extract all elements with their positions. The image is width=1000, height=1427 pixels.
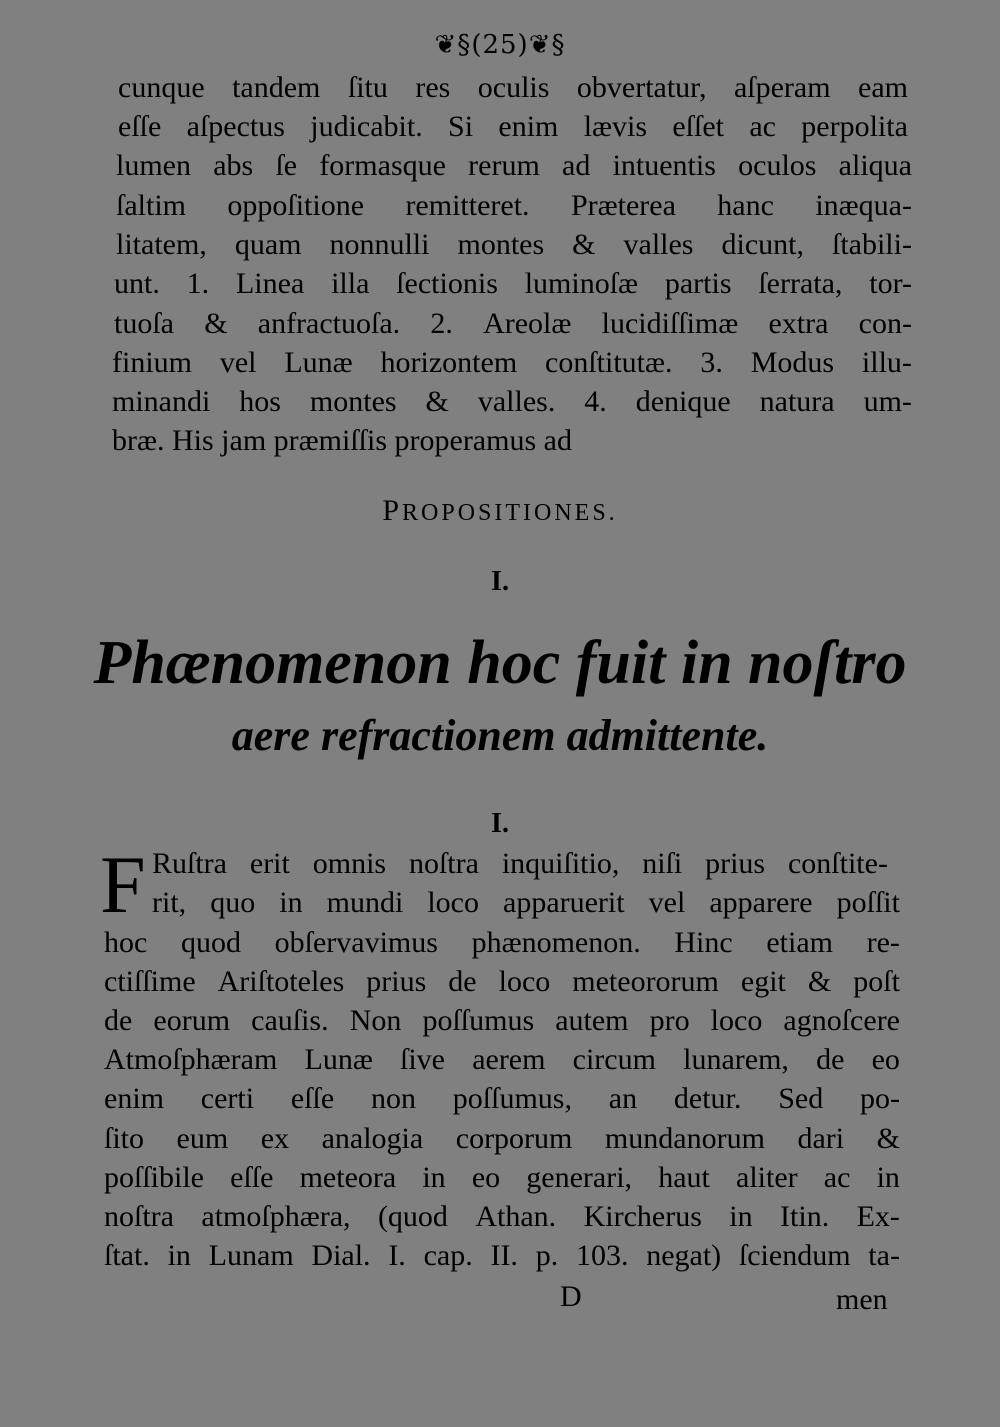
word: Hinc bbox=[674, 926, 733, 959]
word: meteororum bbox=[572, 965, 719, 998]
ornament-left-icon: ❦§ bbox=[434, 30, 472, 60]
catchword: men bbox=[836, 1283, 888, 1316]
word: res bbox=[415, 71, 451, 104]
word: dari bbox=[797, 1122, 845, 1155]
word: haut bbox=[658, 1161, 710, 1194]
drop-cap: F bbox=[100, 839, 146, 930]
word: ſciendum bbox=[738, 1239, 851, 1272]
word: hoc bbox=[104, 926, 148, 959]
proposition-title-line-1: Phænomenon hoc fuit in noſtro bbox=[93, 629, 907, 697]
word: aliqua bbox=[838, 149, 912, 182]
word: Non bbox=[349, 1004, 402, 1037]
word: eſſe bbox=[290, 1082, 335, 1115]
text-line bbox=[114, 306, 912, 342]
word: loco bbox=[710, 1004, 763, 1037]
paragraph-number: I. bbox=[491, 808, 509, 839]
word: 103. bbox=[575, 1239, 629, 1272]
word: anfractuoſa. bbox=[257, 307, 401, 340]
word: autem bbox=[555, 1004, 629, 1037]
text-line bbox=[104, 1121, 900, 1157]
word: erit bbox=[249, 847, 290, 880]
word: minandi bbox=[112, 385, 211, 418]
word: conſtite- bbox=[787, 847, 888, 880]
word: phænomenon. bbox=[471, 926, 641, 959]
word: cunque bbox=[118, 71, 205, 104]
page-header bbox=[0, 30, 1000, 60]
word: ſtabili- bbox=[831, 228, 912, 261]
word: ſectionis bbox=[396, 267, 498, 300]
word: ſito bbox=[104, 1122, 145, 1155]
word: niſi bbox=[642, 847, 683, 880]
word: in bbox=[876, 1161, 900, 1194]
signature-mark: D bbox=[560, 1280, 582, 1313]
word: eam bbox=[858, 71, 908, 104]
text-line bbox=[104, 1238, 900, 1274]
word: ac bbox=[749, 110, 776, 143]
page-number: (25) bbox=[471, 30, 529, 60]
word: & bbox=[204, 307, 228, 340]
word: montes bbox=[457, 228, 545, 261]
word: valles. bbox=[477, 385, 556, 418]
word: negat) bbox=[646, 1239, 722, 1272]
word: tuoſa bbox=[114, 307, 174, 340]
word: prius bbox=[705, 847, 766, 880]
word: apparere bbox=[709, 886, 813, 919]
word: lucidiſſimæ bbox=[601, 307, 739, 340]
word: de bbox=[104, 1004, 133, 1037]
word: pro bbox=[649, 1004, 690, 1037]
word: ad bbox=[562, 149, 591, 182]
word: dicunt, bbox=[721, 228, 804, 261]
word: in bbox=[422, 1161, 446, 1194]
word: detur. bbox=[673, 1082, 742, 1115]
text-line bbox=[112, 384, 912, 420]
text-line bbox=[152, 846, 888, 882]
word: poſſumus, bbox=[452, 1082, 572, 1115]
word: & bbox=[876, 1122, 900, 1155]
word: 1. bbox=[186, 267, 210, 300]
word: Ariſtoteles bbox=[217, 965, 345, 998]
word: ſtat. bbox=[104, 1239, 150, 1272]
text-line bbox=[112, 345, 912, 381]
text-line bbox=[104, 1081, 900, 1117]
word: & bbox=[425, 385, 449, 418]
word: Itin. bbox=[780, 1200, 830, 1233]
word: Lunæ bbox=[284, 346, 353, 379]
word: obſervavimus bbox=[274, 926, 438, 959]
word: con- bbox=[858, 307, 912, 340]
word: cauſis. bbox=[251, 1004, 329, 1037]
word: hos bbox=[239, 385, 281, 418]
word: corporum bbox=[455, 1122, 573, 1155]
word: denique bbox=[635, 385, 731, 418]
word: um- bbox=[863, 385, 912, 418]
word: enim bbox=[498, 110, 559, 143]
word: Linea bbox=[235, 267, 305, 300]
word: horizontem bbox=[380, 346, 518, 379]
text-line bbox=[116, 188, 912, 224]
text-line bbox=[114, 266, 912, 302]
word: ſerrata, bbox=[758, 267, 843, 300]
word: mundi bbox=[326, 886, 404, 919]
word: quod bbox=[180, 926, 241, 959]
word: egit bbox=[740, 965, 786, 998]
word: etiam bbox=[766, 926, 833, 959]
section-heading: PROPOSITIONES. bbox=[382, 494, 618, 527]
word: finium bbox=[112, 346, 192, 379]
word: natura bbox=[759, 385, 835, 418]
proposition-title-line-2: aere refractionem admittente. bbox=[231, 711, 769, 760]
word: eſſe bbox=[118, 110, 162, 143]
word: & bbox=[807, 965, 832, 998]
word: conſtitutæ. bbox=[545, 346, 673, 379]
word: in bbox=[167, 1239, 191, 1272]
word: vel bbox=[648, 886, 686, 919]
word: extra bbox=[768, 307, 829, 340]
word: vel bbox=[219, 346, 257, 379]
word: eorum bbox=[153, 1004, 231, 1037]
word: ex bbox=[260, 1122, 290, 1155]
word: remitteret. bbox=[405, 189, 530, 222]
word: eſſet bbox=[672, 110, 724, 143]
word: valles bbox=[623, 228, 694, 261]
word: p. bbox=[535, 1239, 559, 1272]
word: nonnulli bbox=[329, 228, 430, 261]
word: poſſibile bbox=[104, 1161, 204, 1194]
word: ſaltim bbox=[116, 189, 186, 222]
word: noſtra bbox=[104, 1200, 174, 1233]
word: lumen bbox=[116, 149, 191, 182]
word: luminoſæ bbox=[524, 267, 639, 300]
word: II. bbox=[490, 1239, 518, 1272]
ornament-right-icon: ❦§ bbox=[528, 30, 566, 60]
word: illa bbox=[331, 267, 370, 300]
word: eo bbox=[471, 1161, 501, 1194]
proposition-number: I. bbox=[491, 566, 509, 597]
word: quam bbox=[234, 228, 302, 261]
word: Modus bbox=[750, 346, 835, 379]
word: eum bbox=[176, 1122, 229, 1155]
word: I. bbox=[388, 1239, 406, 1272]
word: Areolæ bbox=[483, 307, 572, 340]
word: 3. bbox=[700, 346, 723, 379]
word: an bbox=[608, 1082, 638, 1115]
word: 4. bbox=[584, 385, 607, 418]
word: prius bbox=[366, 965, 427, 998]
word: generari, bbox=[526, 1161, 633, 1194]
word: montes bbox=[309, 385, 397, 418]
word: partis bbox=[664, 267, 732, 300]
word: poſt bbox=[853, 965, 900, 998]
word: loco bbox=[427, 886, 479, 919]
word: certi bbox=[200, 1082, 255, 1115]
word: de bbox=[816, 1043, 845, 1076]
word: Athan. bbox=[475, 1200, 557, 1233]
word: Dial. bbox=[311, 1239, 371, 1272]
word: formasque bbox=[319, 149, 446, 182]
word: meteora bbox=[299, 1161, 397, 1194]
text-line bbox=[152, 885, 900, 921]
word: & bbox=[572, 228, 596, 261]
word: unt. bbox=[114, 267, 160, 300]
word: Lunam bbox=[208, 1239, 294, 1272]
word: noſtra bbox=[408, 847, 479, 880]
word: hanc bbox=[717, 189, 774, 222]
word: obvertatur, bbox=[576, 71, 707, 104]
word: mundanorum bbox=[604, 1122, 765, 1155]
word: rit, bbox=[152, 886, 187, 919]
text-line bbox=[116, 148, 912, 184]
word: aliter bbox=[736, 1161, 798, 1194]
word: de bbox=[448, 965, 477, 998]
word: in bbox=[279, 886, 303, 919]
text-line bbox=[104, 1003, 900, 1039]
word: poſſumus bbox=[422, 1004, 535, 1037]
word: inquiſitio, bbox=[501, 847, 620, 880]
word: enim bbox=[104, 1082, 164, 1115]
word: poſſit bbox=[836, 886, 900, 919]
word: analogia bbox=[321, 1122, 424, 1155]
word: tor- bbox=[869, 267, 912, 300]
word: oppoſitione bbox=[227, 189, 365, 222]
word: re- bbox=[866, 926, 900, 959]
word: eo bbox=[871, 1043, 900, 1076]
word: ta- bbox=[868, 1239, 900, 1272]
text-line bbox=[104, 1042, 900, 1078]
word: agnoſcere bbox=[783, 1004, 900, 1037]
word: omnis bbox=[312, 847, 387, 880]
word: in bbox=[729, 1200, 753, 1233]
word: 2. bbox=[430, 307, 453, 340]
word: rerum bbox=[468, 149, 540, 182]
word: Lunæ bbox=[304, 1043, 373, 1076]
word: aſperam bbox=[733, 71, 831, 104]
text-line bbox=[104, 1199, 900, 1235]
word: loco bbox=[498, 965, 551, 998]
word: litatem, bbox=[116, 228, 207, 261]
word: Ruſtra bbox=[152, 847, 227, 880]
word: Sed bbox=[778, 1082, 824, 1115]
word: lunarem, bbox=[683, 1043, 789, 1076]
word: po- bbox=[860, 1082, 900, 1115]
text-line bbox=[104, 925, 900, 961]
word: atmoſphæra, bbox=[201, 1200, 351, 1233]
word: ſive bbox=[400, 1043, 446, 1076]
word: abs bbox=[213, 149, 254, 182]
word: Si bbox=[448, 110, 474, 143]
word: ac bbox=[823, 1161, 851, 1194]
text-line bbox=[118, 109, 908, 145]
word: Ex- bbox=[856, 1200, 900, 1233]
word: cap. bbox=[423, 1239, 473, 1272]
word: intuentis bbox=[612, 149, 716, 182]
text-line bbox=[118, 70, 908, 106]
word: ſe bbox=[275, 149, 298, 182]
word: apparuerit bbox=[503, 886, 625, 919]
text-line bbox=[104, 964, 900, 1000]
word: Atmoſphæram bbox=[104, 1043, 278, 1076]
word: aſpectus bbox=[186, 110, 285, 143]
word: illu- bbox=[861, 346, 912, 379]
word: inæqua- bbox=[815, 189, 912, 222]
word: eſſe bbox=[230, 1161, 274, 1194]
word: Præterea bbox=[570, 189, 676, 222]
word: ſitu bbox=[347, 71, 388, 104]
word: lævis bbox=[583, 110, 648, 143]
word: ctiſſime bbox=[104, 965, 196, 998]
word: tandem bbox=[232, 71, 321, 104]
word: oculos bbox=[738, 149, 817, 182]
word: perpolita bbox=[801, 110, 908, 143]
word: Kircherus bbox=[583, 1200, 702, 1233]
word: oculis bbox=[477, 71, 550, 104]
text-line: bræ. His jam præmiſſis properamus ad bbox=[112, 424, 572, 457]
word: aerem bbox=[472, 1043, 546, 1076]
text-line bbox=[104, 1160, 900, 1196]
word: non bbox=[371, 1082, 416, 1115]
text-line bbox=[116, 227, 912, 263]
word: judicabit. bbox=[310, 110, 423, 143]
word: quo bbox=[210, 886, 256, 919]
word: (quod bbox=[377, 1200, 448, 1233]
word: circum bbox=[572, 1043, 656, 1076]
